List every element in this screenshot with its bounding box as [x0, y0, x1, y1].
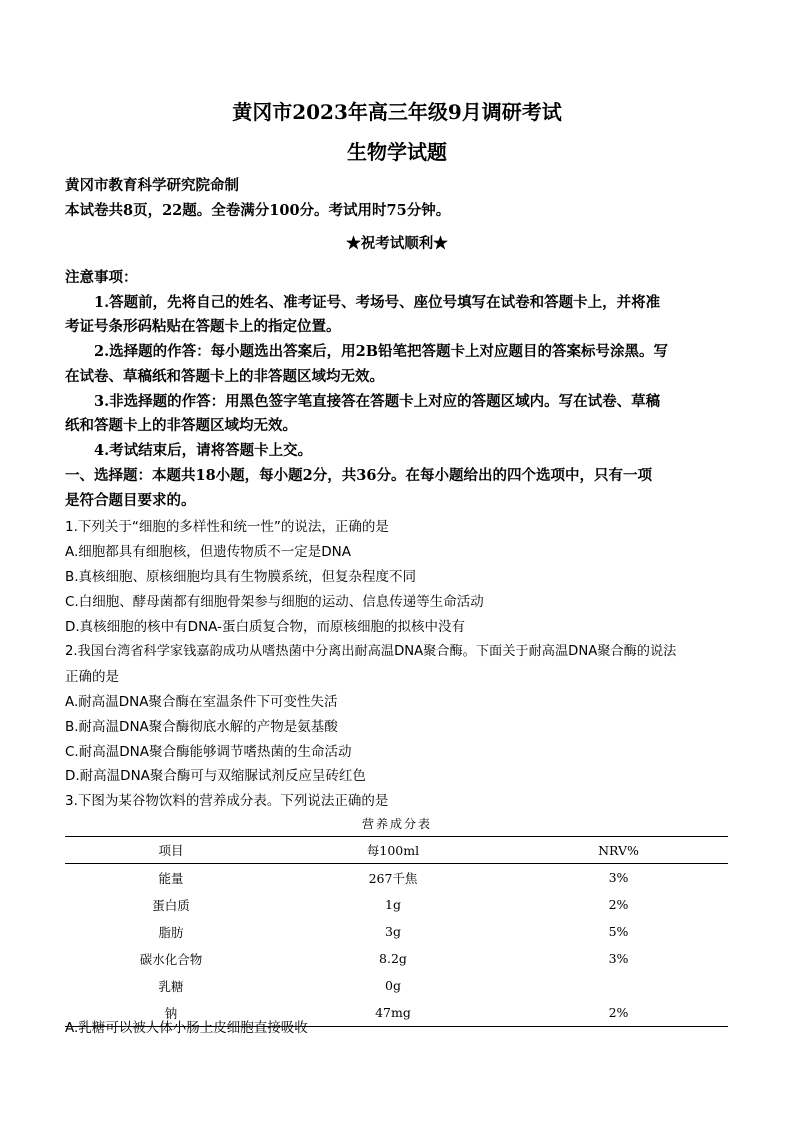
q3-stem: 3.下图为某谷物饮料的营养成分表。下列说法正确的是: [65, 793, 389, 809]
q1-option-d: D.真核细胞的核中有DNA-蛋白质复合物，而原核细胞的拟核中没有: [65, 619, 465, 635]
note-3-line-2: 纸和答题卡上的非答题区域均无效。: [65, 417, 297, 434]
q2-option-b: B.耐高温DNA聚合酶彻底水解的产物是氨基酸: [65, 719, 338, 735]
q1-option-c: C.白细胞、酵母菌都有细胞骨架参与细胞的运动、信息传递等生命活动: [65, 594, 484, 610]
table-row: [65, 972, 728, 999]
column-header: 项目: [65, 837, 277, 864]
table-cell: 1g: [385, 897, 401, 912]
table-cell: 蛋白质: [152, 897, 190, 913]
q1-stem: 1.下列关于“细胞的多样性和统一性”的说法，正确的是: [65, 519, 389, 535]
column-header: 每100ml: [277, 837, 509, 864]
table-cell: 47mg: [277, 999, 509, 1027]
table-cell: 0g: [385, 978, 401, 993]
table-row: [65, 945, 728, 972]
q2-option-a: A.耐高温DNA聚合酶在室温条件下可变性失活: [65, 694, 338, 710]
notes-heading: 注意事项：: [65, 269, 138, 286]
note-2-line-1: 2.选择题的作答：每小题选出答案后，用2B铅笔把答题卡上对应题目的答案标号涂黑。写: [94, 343, 668, 360]
q3-option-a: A.乳糖可以被人体小肠上皮细胞直接吸收: [65, 1020, 308, 1036]
table-cell: 3g: [385, 924, 401, 939]
table-row: [65, 918, 728, 945]
table-cell: 能量: [158, 870, 184, 886]
q1-option-b: B.真核细胞、原核细胞均具有生物膜系统，但复杂程度不同: [65, 569, 417, 585]
table-header-row: [65, 837, 728, 864]
table-cell: 脂肪: [158, 924, 184, 940]
wish-line: ★祝考试顺利★: [346, 235, 448, 252]
table-cell: 267千焦: [368, 870, 418, 886]
issuer: 黄冈市教育科学研究院命制: [65, 177, 239, 194]
exam-info: 本试卷共8页，22题。全卷满分100分。考试用时75分钟。: [65, 202, 451, 219]
table-row: [65, 864, 728, 892]
table-cell: 碳水化合物: [139, 951, 203, 967]
note-1-line-2: 考证号条形码粘贴在答题卡上的指定位置。: [65, 318, 341, 335]
table-cell: 3%: [608, 951, 629, 966]
subject-title: 生物学试题: [347, 140, 447, 164]
table-cell: [509, 972, 728, 999]
note-1-line-1: 1.答题前，先将自己的姓名、准考证号、考场号、座位号填写在试卷和答题卡上，并将准: [94, 294, 661, 311]
q2-stem-line-1: 2.我国台湾省科学家钱嘉韵成功从嗜热菌中分离出耐高温DNA聚合酶。下面关于耐高温DNA聚合酶的说法: [65, 644, 677, 659]
q2-option-d: D.耐高温DNA聚合酶可与双缩脲试剂反应呈砖红色: [65, 768, 366, 784]
note-3-line-1: 3.非选择题的作答：用黑色签字笔直接答在答题卡上对应的答题区域内。写在试卷、草稿: [94, 393, 661, 410]
table-cell: 5%: [608, 924, 629, 939]
q1-option-a: A.细胞都具有细胞核，但遗传物质不一定是DNA: [65, 544, 352, 560]
note-4: 4.考试结束后，请将答题卡上交。: [94, 442, 313, 459]
nutrition-table: [65, 836, 728, 1027]
column-header: NRV%: [509, 837, 728, 864]
note-2-line-2: 在试卷、草稿纸和答题卡上的非答题区域均无效。: [65, 368, 384, 385]
table-cell: 钠: [65, 999, 277, 1027]
table-cell: 2%: [608, 897, 629, 912]
table-cell: 2%: [509, 999, 728, 1027]
table-row: [65, 891, 728, 918]
table-cell: 乳糖: [158, 978, 184, 994]
exam-title: 黄冈市2023年高三年级9月调研考试: [232, 100, 562, 124]
table-cell: 8.2g: [379, 951, 407, 966]
section-1-heading-line-2: 是符合题目要求的。: [65, 492, 196, 509]
q2-stem-line-2: 正确的是: [65, 669, 119, 685]
q2-option-c: C.耐高温DNA聚合酶能够调节嗜热菌的生命活动: [65, 744, 352, 760]
section-1-heading-line-1: 一、选择题：本题共18小题，每小题2分，共36分。在每小题给出的四个选项中，只有一项: [65, 467, 652, 484]
table-cell: 3%: [608, 870, 629, 885]
table-caption: 营养成分表: [361, 817, 432, 831]
